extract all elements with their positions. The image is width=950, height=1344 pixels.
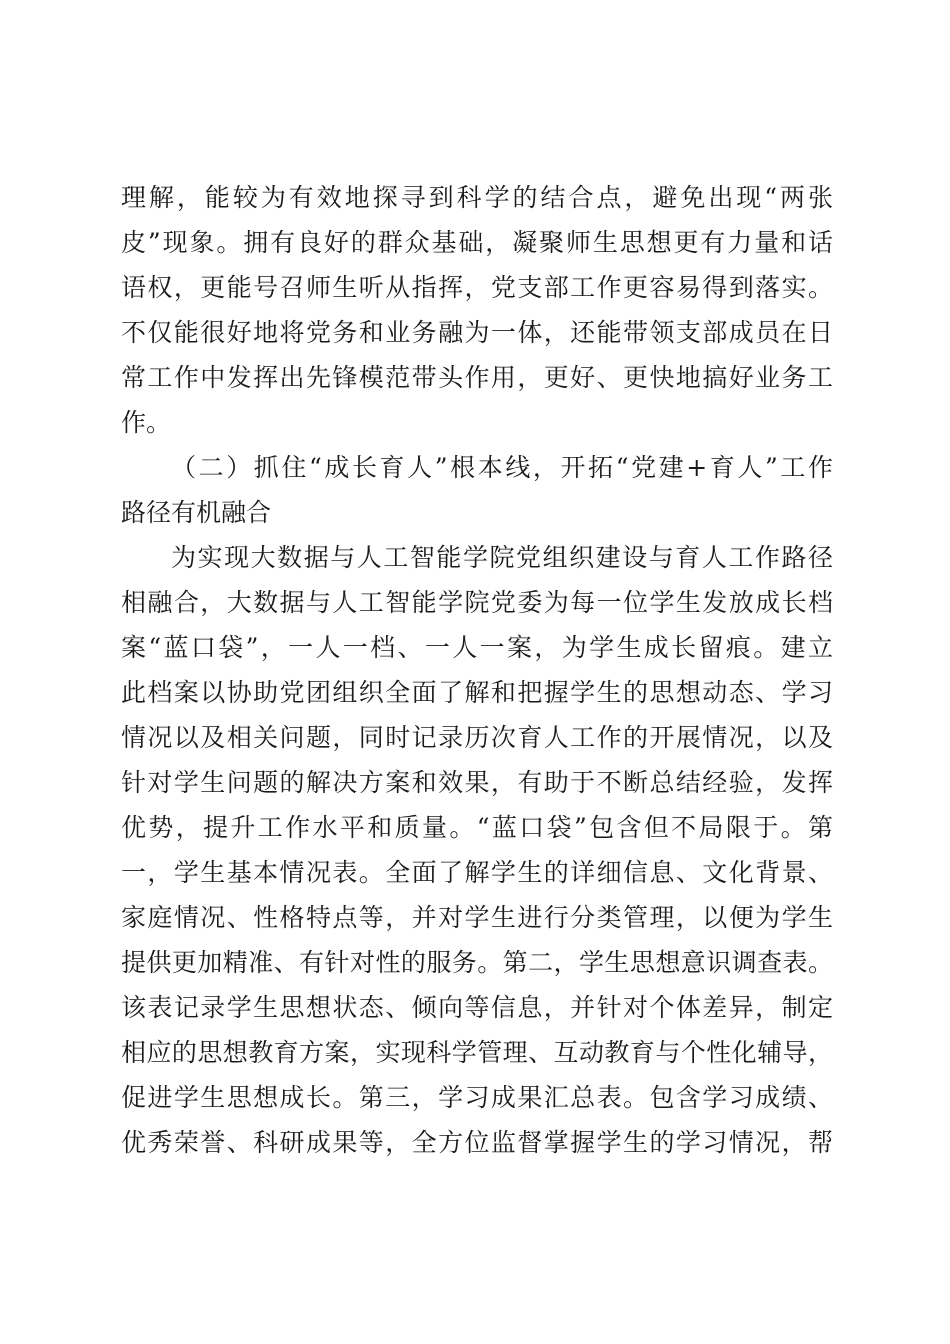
paragraph-line: 此档案以协助党团组织全面了解和把握学生的思想动态、学习: [121, 678, 833, 707]
paragraph-line: 优秀荣誉、科研成果等，全方位监督掌握学生的学习情况，帮: [121, 1128, 833, 1157]
paragraph-line: 情况以及相关问题，同时记录历次育人工作的开展情况，以及: [121, 723, 833, 752]
paragraph-line: 语权，更能号召师生听从指挥，党支部工作更容易得到落实。: [121, 273, 833, 302]
paragraph-line: 该表记录学生思想状态、倾向等信息，并针对个体差异，制定: [121, 993, 833, 1022]
paragraph-line: 皮”现象。拥有良好的群众基础，凝聚师生思想更有力量和话: [121, 228, 833, 257]
paragraph-line: 常工作中发挥出先锋模范带头作用，更好、更快地搞好业务工: [121, 363, 833, 392]
paragraph-line: 案“蓝口袋”，一人一档、一人一案，为学生成长留痕。建立: [121, 633, 833, 662]
section-heading-line: （二）抓住“成长育人”根本线，开拓“党建+育人”工作: [171, 453, 833, 482]
paragraph-line: 家庭情况、性格特点等，并对学生进行分类管理，以便为学生: [121, 903, 833, 932]
paragraph-line: 促进学生思想成长。第三，学习成果汇总表。包含学习成绩、: [121, 1083, 833, 1112]
paragraph-line: 相融合，大数据与人工智能学院党委为每一位学生发放成长档: [121, 588, 833, 617]
paragraph-line: 优势，提升工作水平和质量。“蓝口袋”包含但不局限于。第: [121, 813, 833, 842]
paragraph-line: 相应的思想教育方案，实现科学管理、互动教育与个性化辅导，: [121, 1038, 833, 1067]
section-heading-line: 路径有机融合: [121, 498, 272, 527]
paragraph-line: 为实现大数据与人工智能学院党组织建设与育人工作路径: [171, 543, 833, 572]
paragraph-line: 提供更加精准、有针对性的服务。第二，学生思想意识调查表。: [121, 948, 833, 977]
paragraph-line: 针对学生问题的解决方案和效果，有助于不断总结经验，发挥: [121, 768, 833, 797]
paragraph-line: 一，学生基本情况表。全面了解学生的详细信息、文化背景、: [121, 858, 833, 887]
paragraph-line: 不仅能很好地将党务和业务融为一体，还能带领支部成员在日: [121, 318, 833, 347]
paragraph-line: 理解，能较为有效地探寻到科学的结合点，避免出现“两张: [121, 183, 833, 212]
paragraph-line: 作。: [121, 408, 172, 437]
